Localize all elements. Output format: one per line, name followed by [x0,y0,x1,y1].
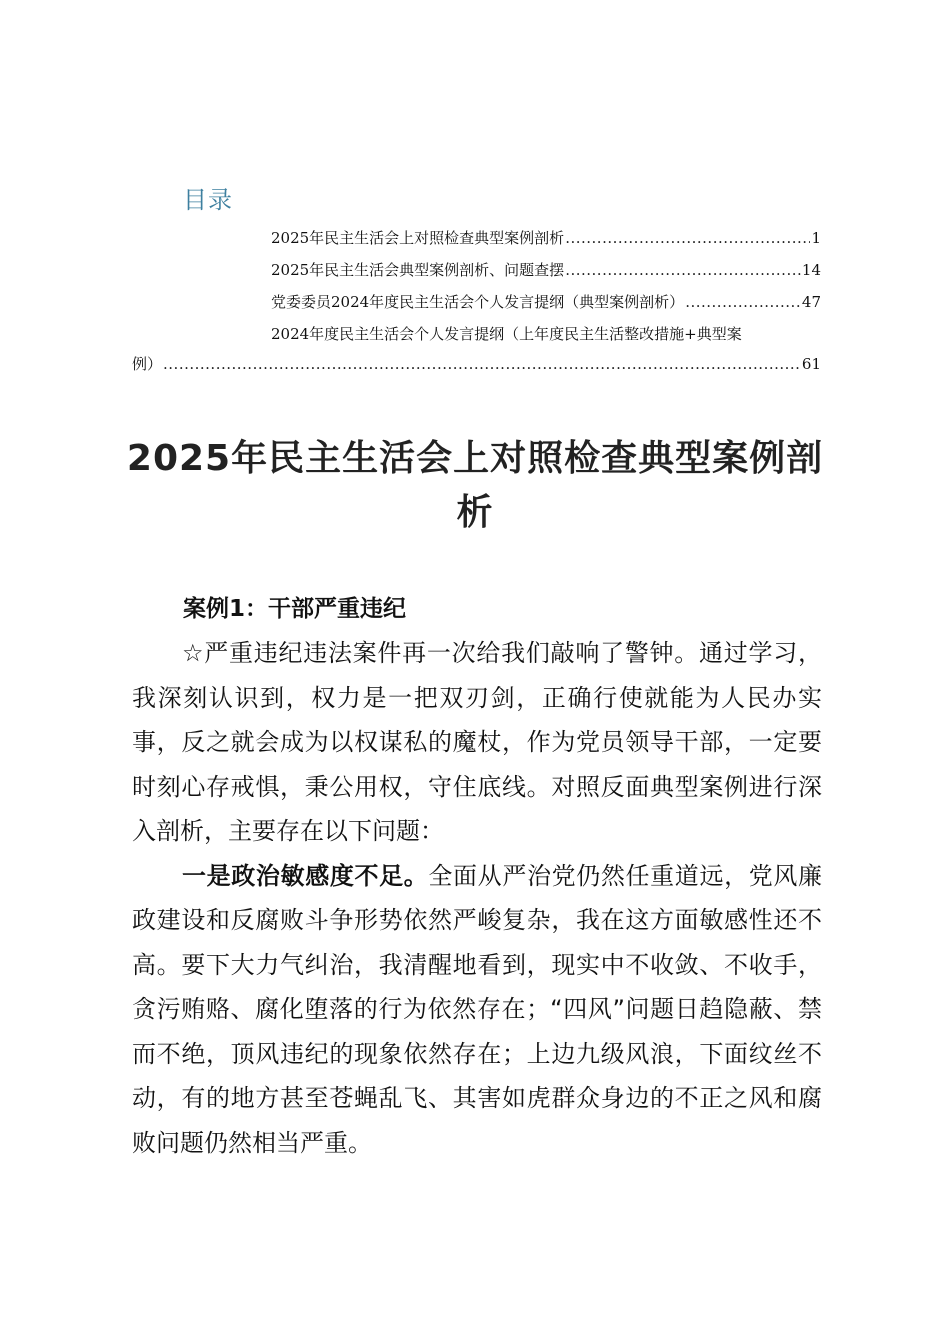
case-heading: 案例1：干部严重违纪 [183,596,407,622]
toc-entry-page: 61 [801,355,821,373]
toc-entry-page: 47 [801,293,821,311]
document-title: 2025年民主生活会上对照检查典型案例剖析 [126,438,824,533]
toc-entry-title: 2025年民主生活会典型案例剖析、问题查摆 [271,261,565,279]
toc-heading: 目录 [183,186,233,214]
toc-entry[interactable] [271,292,821,312]
toc-entry-title-line1[interactable]: 2024年度民主生活会个人发言提纲（上年度民主生活整改措施+典型案 [271,325,742,343]
paragraph [132,854,822,1166]
toc-entry-page: 1 [811,229,821,247]
toc-entry-title-line2: 例） [132,355,163,373]
paragraph: ☆严重违纪违法案件再一次给我们敲响了警钟。通过学习，我深刻认识到，权力是一把双刃剑，正确行使就能为人民办实事，反之就会成为以权谋私的魔杖，作为党员领导干部，一定要时刻心存戒惧，秉公用权，守住底线。对照反面典型案例进行深入剖析，主要存在以下问题： [132,639,822,845]
body-text [132,631,822,1165]
toc-entry[interactable] [271,228,821,248]
toc-entry[interactable] [271,260,821,280]
toc-leader-dots [565,260,801,280]
paragraph-body: 全面从严治党仍然任重道远，党风廉政建设和反腐败斗争形势依然严峻复杂，我在这方面敏感性还不高。要下大力气纠治，我清醒地看到，现实中不收敛、不收手，贪污贿赂、腐化堕落的行为依然存在；“四风”问题日趋隐蔽、禁而不绝，顶风违纪的现象依然存在；上边九级风浪，下面纹丝不动，有的地方甚至苍蝇乱飞、其害如虎群众身边的不正之风和腐败问题仍然相当严重。 [132,861,823,1157]
toc-entry-title: 党委委员2024年度民主生活会个人发言提纲（典型案例剖析） [271,293,685,311]
toc-entry-page: 14 [801,261,821,279]
toc-entry-title: 2025年民主生活会上对照检查典型案例剖析 [271,229,565,247]
toc-leader-dots [685,292,801,312]
paragraph-lead: 一是政治敏感度不足。 [182,861,429,890]
toc-entry[interactable] [132,354,821,374]
toc-leader-dots [565,228,810,248]
toc-leader-dots [163,354,801,374]
